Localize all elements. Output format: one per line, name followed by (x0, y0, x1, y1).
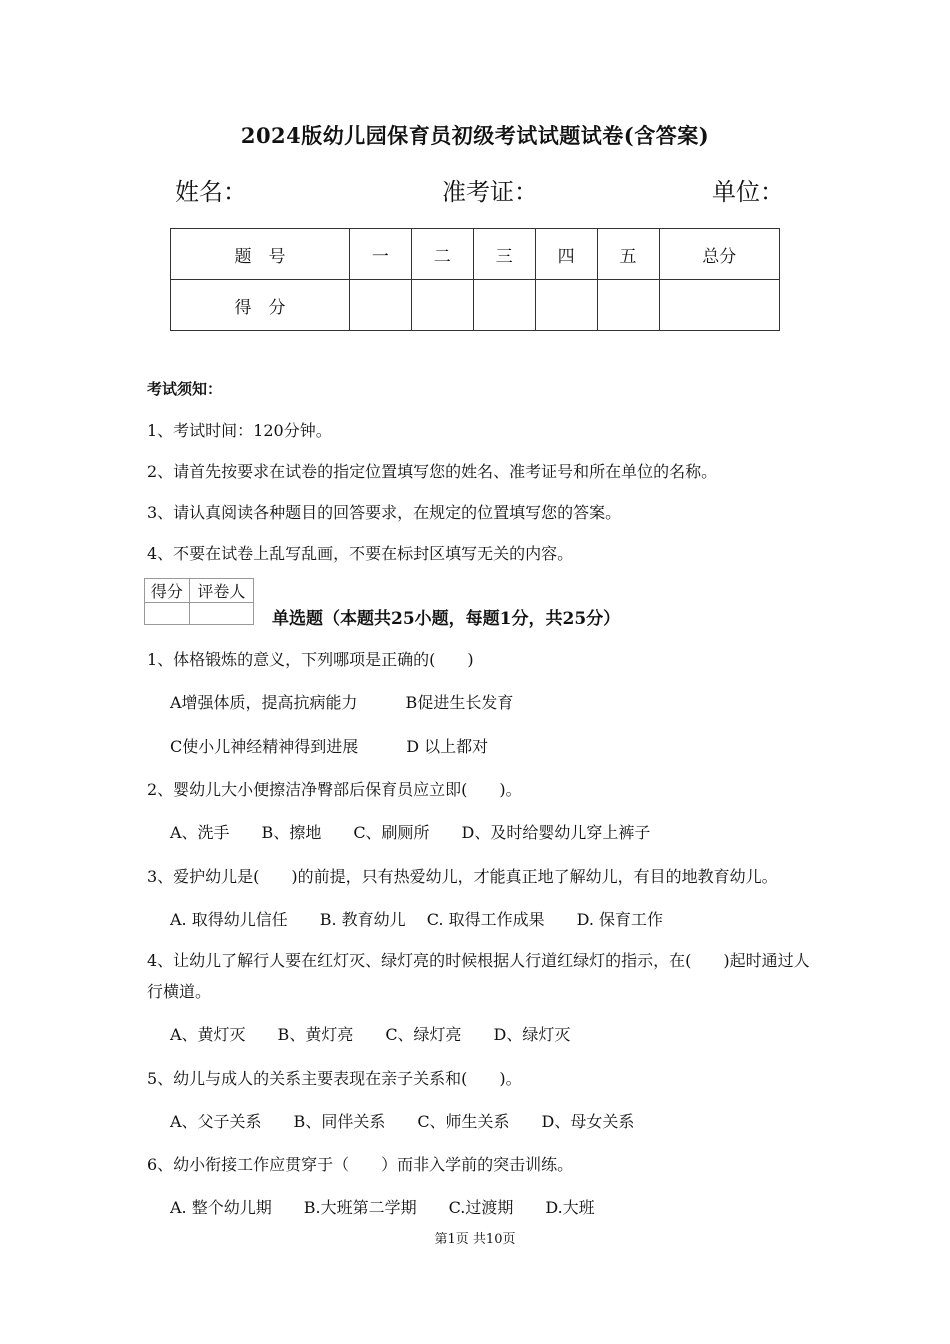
unit-label: 单位： (712, 178, 784, 206)
question-2: 2、婴幼儿大小便擦洁净臀部后保育员应立即( )。 (147, 780, 522, 799)
score-entry-cell[interactable] (411, 280, 473, 331)
score-table-cell: 总分 (659, 229, 779, 280)
note-item: 2、请首先按要求在试卷的指定位置填写您的姓名、准考证号和所在单位的名称。 (147, 462, 718, 481)
question-6-options: A. 整个幼儿期 B.大班第二学期 C.过渡期 D.大班 (170, 1198, 595, 1217)
score-table-cell: 二 (411, 229, 473, 280)
document-title: 2024版幼儿园保育员初级考试试题试卷(含答案) (240, 123, 710, 148)
score-table-cell: 题 号 (171, 229, 350, 280)
question-1: 1、体格锻炼的意义，下列哪项是正确的( ) (147, 650, 474, 669)
score-table-score-row (171, 280, 780, 331)
question-5: 5、幼儿与成人的关系主要表现在亲子关系和( )。 (147, 1069, 522, 1088)
question-2-options: A、洗手 B、擦地 C、刷厕所 D、及时给婴幼儿穿上裤子 (170, 823, 651, 842)
note-item: 1、考试时间：120分钟。 (147, 421, 332, 440)
score-entry-cell[interactable] (535, 280, 597, 331)
grader-reviewer-cell[interactable] (189, 603, 253, 625)
grader-score-cell[interactable] (145, 603, 190, 625)
score-table-cell: 一 (349, 229, 411, 280)
grader-score-label: 得分 (145, 579, 190, 603)
score-table (170, 228, 780, 331)
score-table-header-row (171, 229, 780, 280)
question-4-options: A、黄灯灭 B、黄灯亮 C、绿灯亮 D、绿灯灭 (170, 1025, 571, 1044)
question-6: 6、幼小衔接工作应贯穿于（ ）而非入学前的突击训练。 (147, 1155, 574, 1174)
grader-reviewer-label: 评卷人 (189, 579, 253, 603)
question-4: 4、让幼儿了解行人要在红灯灭、绿灯亮的时候根据人行道红绿灯的指示，在( )起时通过人行横道。 (147, 951, 810, 1001)
note-item: 3、请认真阅读各种题目的回答要求，在规定的位置填写您的答案。 (147, 503, 622, 522)
score-entry-cell[interactable] (473, 280, 535, 331)
score-entry-cell[interactable] (659, 280, 779, 331)
name-label: 姓名： (175, 178, 247, 206)
notes-heading: 考试须知： (147, 380, 223, 398)
score-entry-cell[interactable] (597, 280, 659, 331)
score-table-cell: 五 (597, 229, 659, 280)
score-entry-cell[interactable] (349, 280, 411, 331)
question-3: 3、爱护幼儿是( )的前提，只有热爱幼儿，才能真正地了解幼儿，有目的地教育幼儿。 (147, 867, 778, 886)
section-title: 单选题（本题共25小题，每题1分，共25分） (272, 609, 621, 629)
note-item: 4、不要在试卷上乱写乱画，不要在标封区填写无关的内容。 (147, 544, 574, 563)
question-1-options-b: C使小儿神经精神得到进展 D 以上都对 (170, 737, 489, 756)
question-3-options: A. 取得幼儿信任 B. 教育幼儿 C. 取得工作成果 D. 保育工作 (170, 910, 664, 929)
question-5-options: A、父子关系 B、同伴关系 C、师生关系 D、母女关系 (170, 1112, 635, 1131)
exam-id-label: 准考证： (442, 178, 538, 206)
score-table-cell: 三 (473, 229, 535, 280)
page-footer: 第1页 共10页 (434, 1232, 516, 1247)
question-1-options-a: A增强体质，提高抗病能力 B促进生长发育 (170, 693, 514, 712)
score-table-cell: 四 (535, 229, 597, 280)
score-table-cell: 得 分 (171, 280, 350, 331)
grader-box (144, 578, 254, 625)
